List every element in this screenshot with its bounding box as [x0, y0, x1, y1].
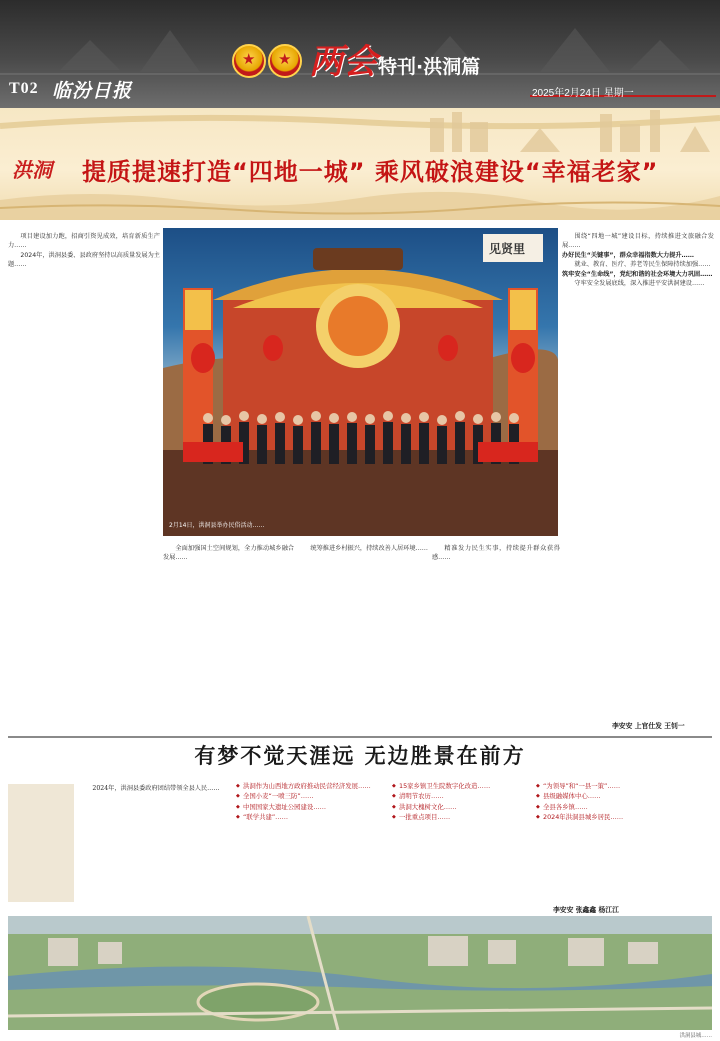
highlight-item: ◆ 2024年洪洞县城乡居民…… — [536, 813, 676, 822]
headline-place: 洪洞 — [12, 158, 52, 182]
headline-band — [0, 108, 720, 220]
highlights-list-1 — [236, 782, 386, 900]
aerial-caption: 洪洞县城…… — [679, 1033, 712, 1039]
highlight-item: ◆ 洪洞作为山西地方政府推动民营经济发展…… — [236, 782, 386, 791]
cppcc-emblem-icon — [268, 44, 302, 78]
paragraph: 项目建设加力跑，招商引资见成效，培育新质生产力…… — [8, 233, 160, 250]
article-column-2 — [163, 544, 294, 732]
section-subhead: 筑牢安全“生命线”，党纪和谐的社会环境大力巩固…… — [562, 270, 713, 278]
photo-caption: 2月14日，洪洞县举办民俗活动…… — [169, 522, 265, 529]
paragraph: 精准发力民生实事，持续提升群众获得感…… — [432, 545, 560, 562]
issue-date: 2025年2月24日 星期一 — [532, 88, 634, 99]
bottom-byline: 李安安 张鑫鑫 杨江江 — [553, 906, 619, 914]
lantern-festival-scene — [163, 228, 558, 536]
article-byline: 李安安 上官仕发 王钊一 — [612, 722, 685, 730]
highlight-item: ◆ 15家乡镇卫生院数字化改造…… — [392, 782, 532, 791]
paragraph: 统筹推进乡村振兴，持续改善人居环境…… — [310, 545, 428, 552]
newspaper-name: 临汾日报 — [52, 80, 133, 102]
aerial-city-scene — [8, 916, 712, 1030]
main-photo — [163, 228, 558, 536]
highlight-item: ◆ “为领导”和“一县一策”…… — [536, 782, 676, 791]
paragraph: 全面加强国土空间规划，全力推动城乡融合发展…… — [163, 545, 294, 562]
bottom-feature-title: 有梦不觉天涯远 无边胜景在前方 — [194, 743, 526, 768]
highlight-item: ◆ 全国小麦“一喷三防”…… — [236, 792, 386, 801]
highlight-item: ◆ 洪洞大槐树文化…… — [392, 803, 532, 812]
national-emblem-icon — [232, 44, 266, 78]
highlight-item: ◆ 县级融媒体中心…… — [536, 792, 676, 801]
paragraph: 2024年，洪洞县委政府团结带领全县人民…… — [92, 785, 220, 792]
main-headline: 提质提速打造“四地一城” 乘风破浪建设“幸福老家” — [82, 158, 659, 186]
special-edition-title: 特刊·洪洞篇 — [378, 56, 481, 78]
paragraph: 围绕“四地一城”建设目标，持续推进文旅融合发展…… — [562, 233, 714, 250]
highlight-item: ◆ 清明节农历…… — [392, 792, 532, 801]
section-divider — [8, 736, 712, 738]
photo-sign: 见贤里 — [489, 242, 526, 256]
section-subhead: 办好民生“关键事”，群众幸福指数大力提升…… — [562, 251, 694, 259]
two-sessions-mark: 两会 — [309, 42, 377, 82]
highlight-item: ◆ 一批重点项目…… — [392, 813, 532, 822]
paragraph: 2024年，洪洞县委、县政府坚持以高质量发展为主题…… — [8, 251, 160, 269]
article-column-3 — [298, 544, 428, 732]
highlights-list-2 — [392, 782, 532, 900]
highlight-item: ◆ 中国国家大遗址公园建设…… — [236, 803, 386, 812]
highlight-item: ◆ “联学共建”…… — [236, 813, 386, 822]
masthead — [0, 0, 720, 108]
highlights-list-3 — [536, 782, 676, 900]
highlight-item: ◆ 全县各乡镇…… — [536, 803, 676, 812]
bottom-feature-intro — [80, 784, 230, 902]
paragraph: 就业、教育、医疗、养老等民生保障持续加强…… — [574, 261, 711, 269]
aerial-photo — [8, 916, 712, 1030]
decorative-strip — [8, 784, 74, 902]
page-code: T02 — [9, 80, 39, 97]
article-column-4 — [432, 544, 560, 732]
paragraph: 守牢安全发展底线，深入推进平安洪洞建设…… — [574, 280, 705, 288]
